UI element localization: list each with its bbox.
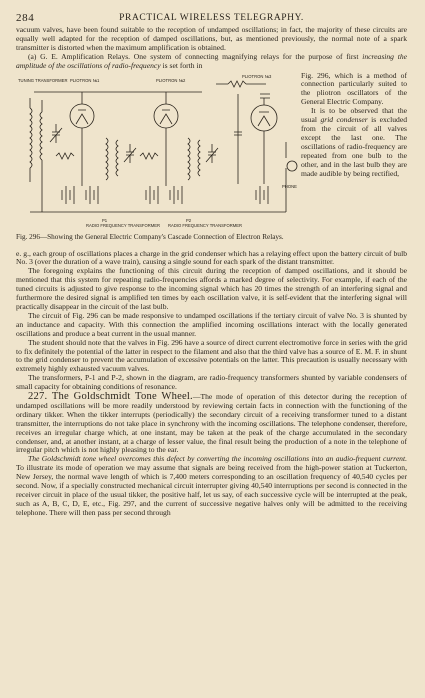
tone-wheel-italic: The Goldschmidt tone wheel overcomes this defect by converting the incoming oscillations into an audio-frequent current. [28, 454, 407, 464]
running-title: PRACTICAL WIRELESS TELEGRAPHY. [119, 13, 304, 23]
label-p2-desc: RADIO FREQUENCY TRANSFORMER [168, 222, 243, 228]
label-pliotron-2: PLIOTRON №2 [156, 77, 186, 83]
ge-relays-italic: increasing the amplitude of the oscillations of radio-frequency [16, 51, 407, 70]
paragraph-intro: vacuum valves, have been found suitable to the reception of undamped oscillations; in fact, the majority of these circuits are equally well adapted for the reception of damped oscillations, but, as mentioned previously, the normal note of a spark transmitter is distorted when the maximum amplification is obtained. [16, 25, 407, 52]
label-p1: P1 [102, 217, 108, 223]
figure-side-text [301, 72, 407, 179]
figure-caption: Fig. 296—Showing the General Electric Company's Cascade Connection of Electron Relays. [16, 232, 284, 241]
label-tuning-transformer: TUNING TRANSFORMER [18, 77, 68, 83]
cascade-circuit-diagram [16, 72, 308, 234]
side-text-2: It is to be observed that the usual grid condenser is excluded from the circuit of all valves except the last one. The oscillations of radio-frequency are repeated from one bulb to the other, and in the last bulb they are made audible by being rectified, [301, 106, 407, 178]
paragraph-transformers: The transformers, P-1 and P-2, shown in the diagram, are radio-frequency transformers shunted by variable condensers of small capacity for obtaining conditions of resonance. [16, 373, 407, 392]
section-227-heading: 227. The Goldschmidt Tone Wheel. [28, 391, 193, 403]
label-phone: PHONE [282, 183, 297, 189]
section-227: 227. The Goldschmidt Tone Wheel.—The mode of operation of this detector during the reception of undamped oscillations will be more readily understood by reviewing certain facts in connection with the functioning of the ordinary tikker. When the tikker interrupts (periodically) the secondary circuit of a receiving transformer tuned to a distant transmitter, the interruptions do not take place in synchrony with the incoming oscillations. The telephone condenser, therefore, receives an irregular charge which, at one instant, may be taken at the peak of the charge accumulated in the secondary condenser, and, at another instant, at a charge of lesser value, the final result being the production of a note in the telephone of irregular pitch which is not highly pleasing to the ear. [16, 391, 407, 455]
page-number: 284 [16, 12, 35, 24]
page-header [16, 12, 407, 26]
side-text-1: Fig. 296, which is a method of connection particularly suited to the pliotron oscillators of the General Electric Company. [301, 70, 407, 107]
label-pliotron-1: PLIOTRON №1 [70, 77, 100, 83]
paragraph-student: The student should note that the valves in Fig. 296 have a source of direct current electromotive force in series with the grid to fix definitely the potential of the latter in respect to the filament and also that the third valve has a source of E. M. F. in shunt to the grid condenser to prevent the accumulation of excessive potentials on the latter. This precaution is usually necessary with extremely highly exhausted vacuum valves. [16, 337, 407, 374]
ge-relays-lead: (a) G. E. Amplification Relays. [28, 51, 131, 61]
paragraph-circuit: The circuit of Fig. 296 can be made responsive to undamped oscillations if the tertiary circuit of valve No. 3 is shunted by an inductance and capacity. With this connection the amplified incoming oscillations interact with the locally generated oscillations and produce a beat current in the usual manner. [16, 310, 407, 338]
section-227-continued: The Goldschmidt tone wheel overcomes this defect by converting the incoming oscillations into an audio-frequent current. To illustrate its mode of operation we may assume that signals are being received from the high-power station at Tuckerton, New Jersey, the normal wave length of which is 7,400 meters corresponding to an oscillation frequency of 40,540 cycles per second. Now, if a specially constructed mechanical circuit interrupter giving 40,540 interruptions per second is connected in the receiver circuit in place of the usual tikker, the positive half, let us say, of each successive cycle will be interrupted at the peak, such as A, B, C, D, E, etc., Fig. 297, and the current of successive negative halves only will be admitted to the receiving telephone. There will then pass per second through [16, 454, 407, 517]
paragraph-after-figure: e. g., each group of oscillations places a charge in the grid condenser which has a relaying effect upon the battery circuit of bulb No. 3 (over the duration of a wave train), causing a single sound for each spark of the distant transmitter. [16, 248, 407, 267]
figure-296 [16, 72, 407, 250]
label-p1-desc: RADIO FREQUENCY TRANSFORMER [86, 222, 161, 228]
paragraph-ge-relays: (a) G. E. Amplification Relays. One system of connecting magnifying relays for the purpose of first increasing the amplitude of the oscillations of radio-frequency is set forth in [16, 51, 407, 70]
label-p2: P2 [186, 217, 192, 223]
paragraph-foregoing: The foregoing explains the functioning of this circuit during the reception of damped oscillations, and it should be mentioned that this system for repeating radio-frequencies affords a marked degree of selectivity. For example, if each of the tuned circuits is adjusted to give response to the incoming signal which has 20 times the strength of an interfering signal and furthermore the desired signal is amplified ten times by each oscillation valve, it is self-evident that the interfering signal will practically disappear in the circuit of the last bulb. [16, 266, 407, 311]
label-pliotron-3: PLIOTRON №3 [242, 73, 272, 79]
